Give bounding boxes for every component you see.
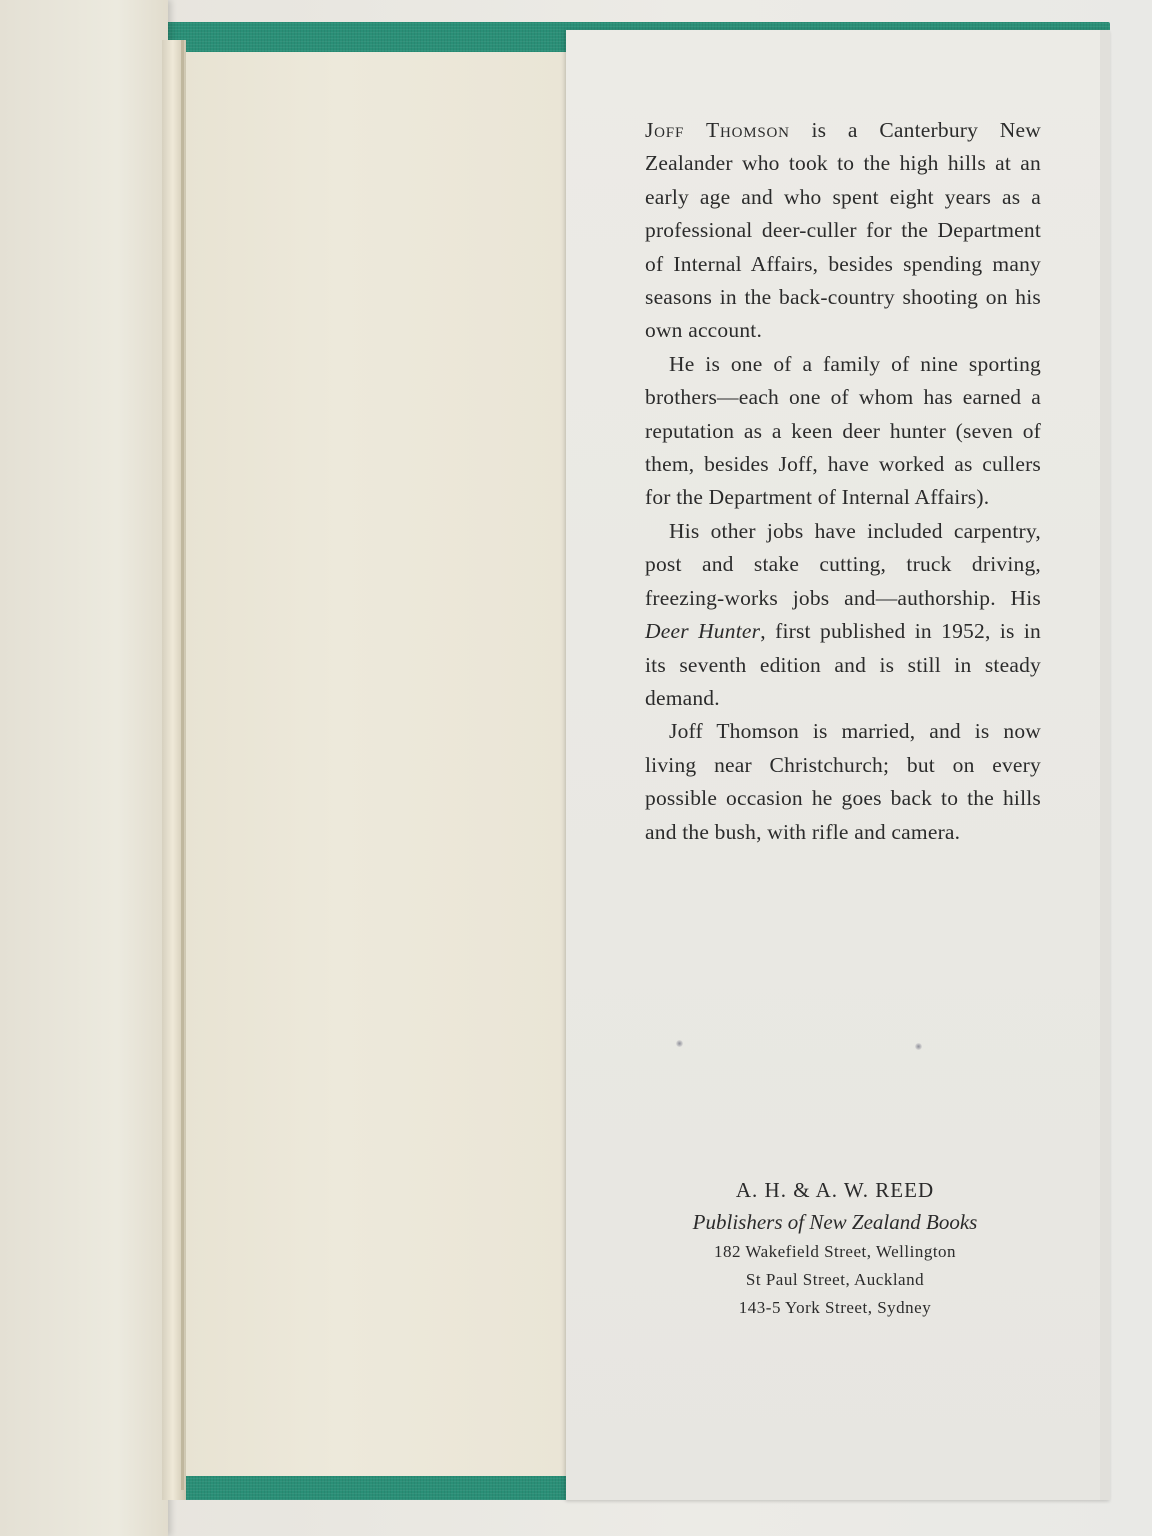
publisher-address-auckland: St Paul Street, Auckland — [745, 1270, 925, 1289]
flap-edge — [1100, 30, 1110, 1500]
author-name: Joff Thomson — [645, 118, 790, 142]
hinge-crease — [181, 40, 184, 1490]
foxing-spot — [676, 1040, 683, 1047]
bio-paragraph-1 — [645, 114, 1041, 348]
foxing-spot — [915, 1043, 922, 1050]
publisher-name: A. H. & A. W. REED — [735, 1178, 935, 1202]
bio-paragraph-1-text: is a Canterbury New Zealander who took to the high hills at an early age and who spent eight years as a professional deer-culler for the Department of Internal Affairs, besides spending many seasons in the back-country shooting on his own account. — [645, 118, 1041, 343]
left-page — [0, 0, 168, 1536]
bio-paragraph-4: Joff Thomson is married, and is now living near Christchurch; but on every possible occasion he goes back to the hills and the bush, with rifle and camera. — [645, 719, 1041, 844]
publisher-address-wellington: 182 Wakefield Street, Wellington — [713, 1242, 957, 1261]
bio-paragraph-3-start: His other jobs have included carpentry, post and stake cutting, truck driving, freezing-works jobs and—authorship. His — [645, 518, 1041, 610]
pastedown-endpaper — [186, 52, 566, 1476]
bio-paragraph-3 — [645, 515, 1041, 715]
publisher-imprint — [645, 1174, 1025, 1322]
publisher-tagline: Publishers of New Zealand Books — [692, 1210, 978, 1234]
bio-paragraph-3-end: , first published in 1952, is in its seventh edition and is still in steady demand. — [645, 619, 1041, 710]
publisher-address-sydney: 143-5 York Street, Sydney — [738, 1298, 932, 1317]
bio-paragraph-2: He is one of a family of nine sporting brothers—each one of whom has earned a reputation as a keen deer hunter (seven of them, besides Joff, have worked as cullers for the Department of Internal Affairs). — [645, 351, 1041, 510]
book-title: Deer Hunter — [645, 619, 761, 644]
author-bio — [645, 114, 1041, 849]
